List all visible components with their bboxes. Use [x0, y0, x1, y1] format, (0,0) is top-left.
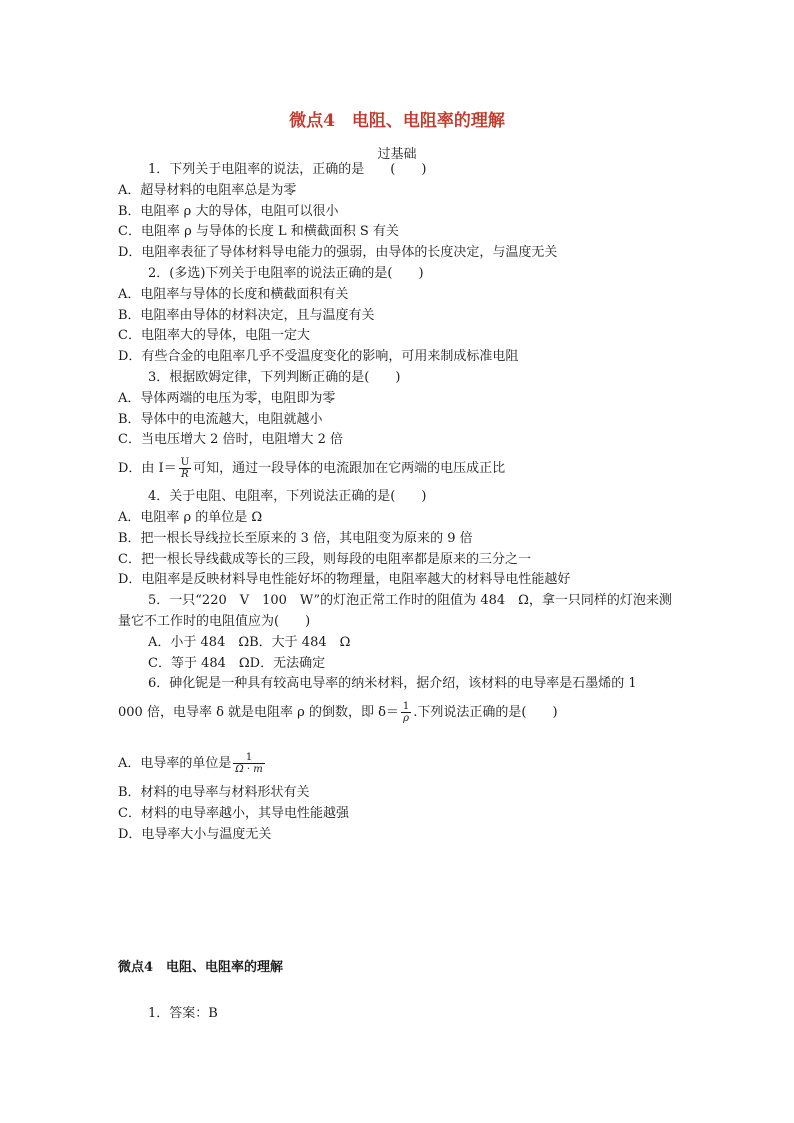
- question-4-stem: 4．关于电阻、电阻率，下列说法正确的是( ): [148, 489, 427, 505]
- question-1-option-d: D．电阻率表征了导体材料导电能力的强弱，由导体的长度决定，与温度无关: [118, 245, 558, 261]
- answer-section-title: 微点4 电阻、电阻率的理解: [118, 960, 284, 975]
- question-4-option-b: B．把一根长导线拉长至原来的 3 倍，其电阻变为原来的 9 倍: [118, 530, 473, 546]
- answer-1: 1．答案：B: [148, 1006, 218, 1021]
- section-subtitle: 过基础: [377, 147, 417, 162]
- q6-line2-prefix: 000 倍，电导率 δ 就是电阻率 ρ 的倒数，即 δ＝: [118, 705, 399, 721]
- option-d-suffix: 可知，通过一段导体的电流跟加在它两端的电压成正比: [193, 461, 506, 477]
- question-5-options-ab: A．小于 484 ΩB．大于 484 Ω: [148, 634, 351, 650]
- question-6-option-c: C．材料的电导率越小，其导电性能越强: [118, 805, 349, 821]
- question-3-option-c: C．当电压增大 2 倍时，电阻增大 2 倍: [118, 432, 344, 448]
- question-3-option-d: [118, 451, 678, 487]
- question-1-option-a: A．超导材料的电阻率总是为零: [118, 182, 297, 198]
- question-6-stem-line-1: 6．砷化铌是一种具有较高电导率的纳米材料，据介绍，该材料的电导率是石墨烯的 1: [148, 676, 637, 692]
- question-6-option-a: [118, 745, 678, 783]
- question-1-option-b: B．电阻率 ρ 大的导体，电阻可以很小: [118, 203, 339, 219]
- question-2-option-d: D．有些合金的电阻率几乎不受温度变化的影响，可用来制成标准电阻: [118, 349, 519, 365]
- question-3-option-a: A．导体两端的电压为零，电阻即为零: [118, 390, 336, 406]
- question-2-stem: 2．(多选)下列关于电阻率的说法正确的是( ): [148, 265, 424, 281]
- question-4-option-d: D．电阻率是反映材料导电性能好坏的物理量，电阻率越大的材料导电性能越好: [118, 572, 571, 588]
- q6-line2-suffix: .下列说法正确的是( ): [413, 705, 558, 721]
- q6-option-a-prefix: A．电导率的单位是: [118, 756, 232, 772]
- question-3-stem: 3．根据欧姆定律，下列判断正确的是( ): [148, 369, 401, 385]
- conductivity-fraction: $\frac{1}{\rho}$: [402, 701, 410, 725]
- question-5-stem-line-1: 5．一只“220 V 100 W”的灯泡正常工作时的阻值为 484 Ω，拿一只同样的灯泡来测: [148, 593, 672, 609]
- page-title: 微点4 电阻、电阻率的理解: [289, 111, 505, 131]
- option-d-prefix: D．由 I＝: [118, 461, 177, 477]
- question-4-option-a: A．电阻率 ρ 的单位是 Ω: [118, 509, 263, 525]
- question-6-stem-line-2: [118, 695, 678, 731]
- ohm-fraction: $\frac{U}{R}$: [180, 457, 190, 481]
- unit-fraction: $\frac{1}{\Omega \cdot m}$: [235, 752, 263, 776]
- question-5-stem-line-2: 量它不工作时的电阻值应为( ): [118, 613, 311, 629]
- question-6-option-b: B．材料的电导率与材料形状有关: [118, 785, 310, 801]
- question-1-stem: 1．下列关于电阻率的说法，正确的是 ( ): [148, 162, 427, 177]
- question-2-option-a: A．电阻率与导体的长度和横截面积有关: [118, 286, 349, 302]
- question-2-option-b: B．电阻率由导体的材料决定，且与温度有关: [118, 307, 375, 323]
- question-5-options-cd: C．等于 484 ΩD．无法确定: [148, 655, 326, 671]
- question-1-option-c: C．电阻率 ρ 与导体的长度 L 和横截面积 S 有关: [118, 224, 399, 240]
- question-6-option-d: D．电导率大小与温度无关: [118, 826, 272, 842]
- question-4-option-c: C．把一根长导线截成等长的三段，则每段的电阻率都是原来的三分之一: [118, 551, 531, 567]
- question-3-option-b: B．导体中的电流越大，电阻就越小: [118, 411, 323, 427]
- question-list: [118, 160, 678, 846]
- question-2-option-c: C．电阻率大的导体，电阻一定大: [118, 328, 310, 344]
